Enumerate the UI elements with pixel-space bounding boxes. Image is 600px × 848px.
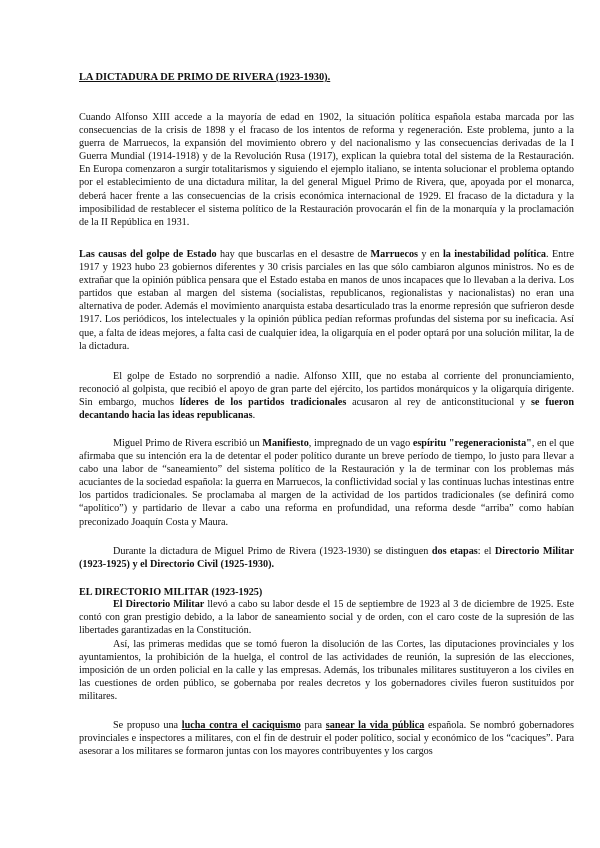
document-title: LA DICTADURA DE PRIMO DE RIVERA (1923-1930). bbox=[79, 72, 331, 83]
medidas-text: Así, las primeras medidas que se tomó fueron la disolución de las Cortes, las diputaciones provinciales y los ayuntamientos, la prohibición de la huelga, el control de las actividades de reunión, la supresión de las elecciones, imposición de un orden policial en la calle y las empresas. Además, los tribunales militares sustituyeron a los civiles en las cuestiones de orden público, se gobernaba por reales decretos y los gobernadores civiles fueron sustituidos por militares. bbox=[79, 639, 574, 703]
caciquismo-bold-2 bbox=[326, 720, 425, 731]
etapas-bold-2: Directorio Militar (1923-1925) y el Directorio Civil (1925-1930). bbox=[79, 546, 574, 571]
causas-text-3: . Entre 1917 y 1923 hubo 23 gobiernos diferentes y 30 crisis parciales en las que sólo cambiaron algunos ministros. No es de extrañar que la opinión pública pensara que el Estado estaba en manos de unos incapaces que lo llevaban a la deriva. Los partidos que estaban al margen del sistema (socialistas, republicanos, regionalistas y nacionalistas) no eran una alternativa de poder. Además el movimiento anarquista estaba desarticulado tras la enorme represión que sufrieron desde 1917. Los periódicos, los intelectuales y la opinión pública pedían reformas profundas del sistema por su ineficacia. Así que, a falta de ideas mejores, a falta casi de cualquier idea, la oligarquía en el poder optará por una solución militar, la de la dictadura. bbox=[79, 249, 575, 352]
directorio-text-1: llevó a cabo su labor desde el 15 de septiembre de 1923 al 3 de diciembre de 1925. Este contó con gran prestigio debido, a la labor de saneamiento social y de orden, con el caro coste de la supresión de las libertades garantizadas en la Constitución. bbox=[79, 599, 574, 637]
intro-paragraph bbox=[79, 111, 574, 229]
caciquismo-text-3: española. Se nombró gobernadores provinciales e inspectores a militares, con el fin de destruir el poder político, social y económico de los “caciques”. Para asesorar a los militares se formaron juntas con los mayores contribuyentes y los cargos bbox=[79, 720, 575, 758]
manifiesto-text-1: Miguel Primo de Rivera escribió un bbox=[113, 438, 263, 449]
golpe-text-2: acusaron al rey de anticonstitucional y bbox=[346, 397, 531, 409]
golpe-bold-2: se fueron decantando hacia las ideas republicanas bbox=[79, 397, 574, 422]
causas-paragraph bbox=[79, 248, 574, 353]
causas-bold-1: Las causas del golpe de Estado bbox=[79, 249, 217, 260]
causas-bold-3: la inestabilidad política bbox=[442, 249, 546, 260]
caciquismo-underline-1: lucha contra el caciquismo bbox=[181, 720, 301, 731]
caciquismo-text-1: Se propuso una bbox=[113, 720, 182, 731]
golpe-bold-1: líderes de los partidos tradicionales bbox=[179, 397, 347, 409]
causas-text-2: y en bbox=[418, 249, 443, 260]
medidas-paragraph bbox=[79, 638, 574, 703]
etapas-text-1: Durante la dictadura de Miguel Primo de Rivera (1923-1930) se distinguen bbox=[113, 546, 432, 557]
manifiesto-bold-2: espíritu "regeneracionista" bbox=[412, 438, 532, 449]
golpe-text-1: El golpe de Estado no sorprendió a nadie. Alfonso XIII, que no estaba al corriente del pronunciamiento, reconoció al golpista, que recibió el apoyo de gran parte del ejército, los partidos monárquicos y la oligarquía dirigente. Sin embargo, muchos bbox=[79, 371, 574, 409]
caciquismo-bold-1 bbox=[182, 720, 301, 731]
manifiesto-bold-1: Manifiesto bbox=[262, 438, 309, 449]
caciquismo-paragraph bbox=[79, 719, 574, 758]
golpe-paragraph bbox=[79, 370, 574, 422]
directorio-paragraph bbox=[79, 598, 574, 637]
manifiesto-text-2: , impregnado de un vago bbox=[308, 438, 413, 449]
caciquismo-text-2: para bbox=[300, 720, 326, 731]
manifiesto-paragraph bbox=[79, 437, 574, 529]
intro-text: Cuando Alfonso XIII accede a la mayoría de edad en 1902, la situación política española estaba marcada por las consecuencias de la crisis de 1898 y el fracaso de los intentos de reforma y regeneración. Este problema, junto a la guerra de Marruecos, la expansión del movimiento obrero y del nacionalismo y las consecuencias derivadas de la I Guerra Mundial (1914-1918) y de la Revolución Rusa (1917), explican la quiebra total del sistema de la Restauración. En Europa comenzaron a surgir totalitarismos y siguiendo el ejemplo italiano, se intenta solucionar el problema optando por el establecimiento de una dictadura militar, la del general Miguel Primo de Rivera, que, apoyada por el monarca, deberá hacer frente a las consecuencias de la crisis económica internacional de 1929. El fracaso de la dictadura y la imposibilidad de restablecer el sistema político de la Restauración provocarán el fin de la monarquía y la proclamación de la II República en 1931. bbox=[79, 112, 574, 228]
caciquismo-underline-2: sanear la vida pública bbox=[325, 720, 425, 731]
etapas-text-2: : el bbox=[477, 546, 495, 557]
golpe-text-3: . bbox=[252, 410, 256, 422]
manifiesto-text-3: , en el que afirmaba que su intención era la de detentar el poder político durante un breve período de tiempo, lo justo para llevar a cabo una labor de “saneamiento” del sistema político de la Restauración y la de terminar con los problemas más acuciantes de la sociedad española: la guerra en Marruecos, la conflictividad social y las continuas luchas intestinas entre los partidos tradicionales. Se proclamaba al margen de la actividad de los partidos tradicionales (se definirá como “apolítico”) y partidario de llevar a cabo una reforma en profundidad, una reforma desde “arriba” como habían preconizado Joaquín Costa y Maura. bbox=[79, 438, 574, 528]
etapas-bold-1: dos etapas bbox=[431, 546, 478, 557]
section-heading: EL DIRECTORIO MILITAR (1923-1925) bbox=[79, 587, 263, 598]
directorio-bold-1: El Directorio Militar bbox=[113, 599, 205, 610]
causas-text-1: hay que buscarlas en el desastre de bbox=[216, 249, 371, 260]
etapas-paragraph bbox=[79, 545, 574, 571]
causas-bold-2: Marruecos bbox=[370, 249, 419, 260]
